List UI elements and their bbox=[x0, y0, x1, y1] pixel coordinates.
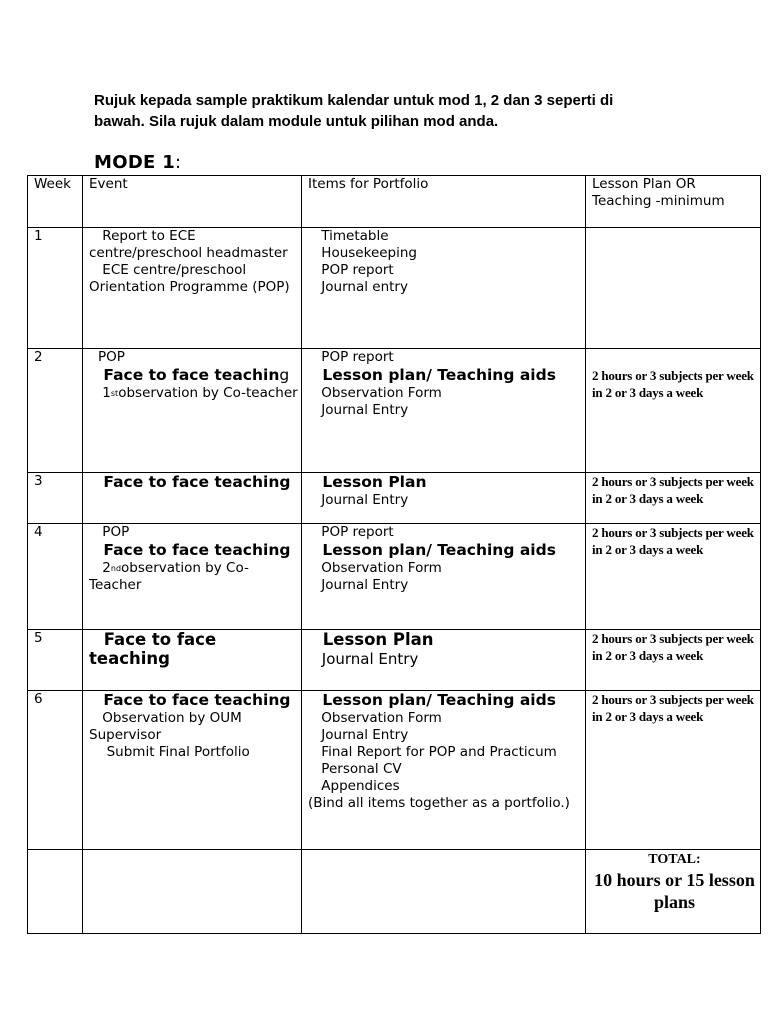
items-cell bbox=[302, 850, 586, 934]
table-row bbox=[28, 524, 761, 630]
event-cell bbox=[83, 630, 302, 691]
portfolio-item bbox=[308, 366, 582, 385]
event-text: Submit Final Portfolio bbox=[106, 743, 250, 760]
lesson-requirement: 2 hours or 3 subjects per week in 2 or 3 days a week bbox=[592, 525, 754, 557]
event-cell bbox=[83, 349, 302, 473]
event-item bbox=[89, 691, 298, 710]
header-lesson bbox=[586, 176, 761, 228]
event-item bbox=[89, 524, 298, 541]
instructions-line-2: bawah. Sila rujuk dalam module untuk pilihan mod anda. bbox=[94, 113, 499, 130]
event-text-suffix: g bbox=[279, 366, 290, 384]
table-header-row bbox=[28, 176, 761, 228]
event-text: 2 bbox=[102, 559, 111, 576]
event-item bbox=[89, 630, 298, 668]
portfolio-item-text: Journal entry bbox=[321, 279, 408, 295]
items-cell bbox=[302, 228, 586, 349]
total-value: 10 hours or 15 lesson plans bbox=[594, 870, 755, 912]
header-week-label: Week bbox=[34, 176, 71, 192]
event-cell bbox=[83, 691, 302, 850]
event-cell bbox=[83, 228, 302, 349]
portfolio-item bbox=[308, 744, 582, 761]
event-item bbox=[89, 710, 298, 744]
lesson-cell bbox=[586, 473, 761, 524]
portfolio-item bbox=[308, 473, 582, 492]
portfolio-item-text: Personal CV bbox=[321, 760, 402, 777]
portfolio-item-text: Housekeeping bbox=[321, 245, 417, 261]
portfolio-item-text: Appendices bbox=[321, 777, 400, 794]
portfolio-item-text: Observation Form bbox=[321, 559, 442, 576]
items-cell bbox=[302, 524, 586, 630]
event-text: Face to face teaching bbox=[103, 541, 291, 559]
event-item bbox=[89, 262, 298, 296]
portfolio-item bbox=[308, 560, 582, 577]
portfolio-item-text: Lesson plan/ Teaching aids bbox=[322, 366, 556, 384]
lesson-requirement: 2 hours or 3 subjects per week in 2 or 3 days a week bbox=[592, 368, 754, 400]
event-item bbox=[89, 349, 298, 366]
event-text: observation by Co-teacher bbox=[118, 384, 298, 401]
lesson-requirement: 2 hours or 3 subjects per week in 2 or 3 days a week bbox=[592, 692, 754, 724]
total-row bbox=[28, 850, 761, 934]
header-items-label: Items for Portfolio bbox=[308, 176, 429, 192]
event-item bbox=[89, 473, 298, 492]
portfolio-item-text: Timetable bbox=[321, 228, 389, 244]
items-cell bbox=[302, 349, 586, 473]
week-cell: 6 bbox=[28, 691, 83, 850]
mode-colon: : bbox=[175, 152, 182, 173]
week-cell bbox=[28, 850, 83, 934]
portfolio-item bbox=[308, 262, 582, 279]
portfolio-item-text: Journal Entry bbox=[321, 491, 409, 508]
table-row bbox=[28, 630, 761, 691]
ordinal-suffix: nd bbox=[110, 563, 122, 573]
instructions-line-1: Rujuk kepada sample praktikum kalendar untuk mod 1, 2 dan 3 seperti di bbox=[94, 92, 614, 109]
event-text: Report to ECE centre/preschool headmaster bbox=[89, 228, 288, 261]
portfolio-item bbox=[308, 228, 582, 245]
portfolio-item-text: Journal Entry bbox=[321, 650, 419, 668]
header-event-label: Event bbox=[89, 176, 128, 192]
lesson-cell bbox=[586, 691, 761, 850]
lesson-requirement: 2 hours or 3 subjects per week in 2 or 3 days a week bbox=[592, 631, 754, 663]
week-cell: 5 bbox=[28, 630, 83, 691]
event-text: ECE centre/preschool Orientation Programme (POP) bbox=[89, 262, 290, 295]
portfolio-item bbox=[308, 541, 582, 560]
table-row bbox=[28, 349, 761, 473]
event-text: POP bbox=[98, 349, 125, 365]
portfolio-item bbox=[308, 649, 582, 669]
portfolio-item-text: POP report bbox=[321, 262, 394, 278]
header-lesson-line-2: Teaching -minimum bbox=[592, 193, 725, 209]
event-cell bbox=[83, 473, 302, 524]
event-item bbox=[89, 385, 298, 402]
event-item bbox=[89, 228, 298, 262]
portfolio-item-text: Journal Entry bbox=[321, 401, 409, 418]
total-cell bbox=[586, 850, 761, 934]
portfolio-item bbox=[308, 402, 582, 419]
week-cell: 2 bbox=[28, 349, 83, 473]
portfolio-item bbox=[308, 630, 582, 649]
portfolio-item bbox=[308, 279, 582, 296]
portfolio-item-text: POP report bbox=[321, 524, 394, 540]
portfolio-item bbox=[308, 385, 582, 402]
table-row bbox=[28, 473, 761, 524]
portfolio-item bbox=[308, 349, 582, 366]
event-text: Face to face teachin bbox=[103, 366, 280, 384]
lesson-cell bbox=[586, 630, 761, 691]
portfolio-item bbox=[308, 524, 582, 541]
portfolio-item-text: Lesson Plan bbox=[322, 473, 427, 491]
portfolio-item-text: Journal Entry bbox=[321, 726, 409, 743]
week-cell: 4 bbox=[28, 524, 83, 630]
event-text: Face to face teaching bbox=[103, 691, 291, 709]
portfolio-item bbox=[308, 245, 582, 262]
lesson-cell bbox=[586, 524, 761, 630]
mode-title: MODE 1 bbox=[94, 152, 176, 173]
event-text: observation by Co-Teacher bbox=[89, 559, 249, 593]
event-text: 1 bbox=[102, 384, 111, 401]
lesson-cell bbox=[586, 349, 761, 473]
event-item bbox=[89, 560, 298, 594]
event-item bbox=[89, 366, 298, 385]
items-cell bbox=[302, 473, 586, 524]
event-text: Face to face teaching bbox=[103, 473, 291, 491]
portfolio-item-text: Lesson plan/ Teaching aids bbox=[322, 691, 556, 709]
portfolio-item-text: Observation Form bbox=[321, 384, 442, 401]
practicum-schedule-table bbox=[27, 175, 761, 934]
items-cell bbox=[302, 691, 586, 850]
week-cell: 3 bbox=[28, 473, 83, 524]
event-item bbox=[89, 744, 298, 761]
table-row bbox=[28, 228, 761, 349]
instructions-paragraph bbox=[94, 90, 694, 132]
event-text: Face to face teaching bbox=[89, 630, 217, 668]
portfolio-item bbox=[308, 492, 582, 509]
portfolio-item-text: Observation Form bbox=[321, 709, 442, 726]
header-event bbox=[83, 176, 302, 228]
portfolio-item bbox=[308, 577, 582, 594]
portfolio-item bbox=[308, 761, 582, 778]
lesson-cell bbox=[586, 228, 761, 349]
header-week bbox=[28, 176, 83, 228]
portfolio-item-text: Lesson plan/ Teaching aids bbox=[322, 541, 556, 559]
total-label: TOTAL: bbox=[648, 852, 701, 867]
portfolio-item-text: Journal Entry bbox=[321, 576, 409, 593]
event-item bbox=[89, 541, 298, 560]
event-text: Observation by OUM Supervisor bbox=[89, 709, 242, 743]
portfolio-item-text: Final Report for POP and Practicum bbox=[321, 743, 557, 760]
portfolio-item-text: POP report bbox=[321, 349, 394, 365]
header-lesson-line-1: Lesson Plan OR bbox=[592, 176, 696, 192]
mode-heading bbox=[94, 152, 181, 173]
week-cell: 1 bbox=[28, 228, 83, 349]
event-text: POP bbox=[102, 524, 130, 540]
header-items bbox=[302, 176, 586, 228]
portfolio-item bbox=[308, 778, 582, 795]
items-cell bbox=[302, 630, 586, 691]
portfolio-item bbox=[308, 691, 582, 710]
event-cell bbox=[83, 524, 302, 630]
table-row bbox=[28, 691, 761, 850]
ordinal-suffix: st bbox=[110, 388, 119, 398]
event-cell bbox=[83, 850, 302, 934]
portfolio-item bbox=[308, 710, 582, 727]
portfolio-item-text: Lesson Plan bbox=[322, 630, 434, 649]
lesson-requirement: 2 hours or 3 subjects per week in 2 or 3 days a week bbox=[592, 474, 754, 506]
portfolio-item bbox=[308, 727, 582, 744]
portfolio-note: (Bind all items together as a portfolio.) bbox=[308, 794, 570, 811]
